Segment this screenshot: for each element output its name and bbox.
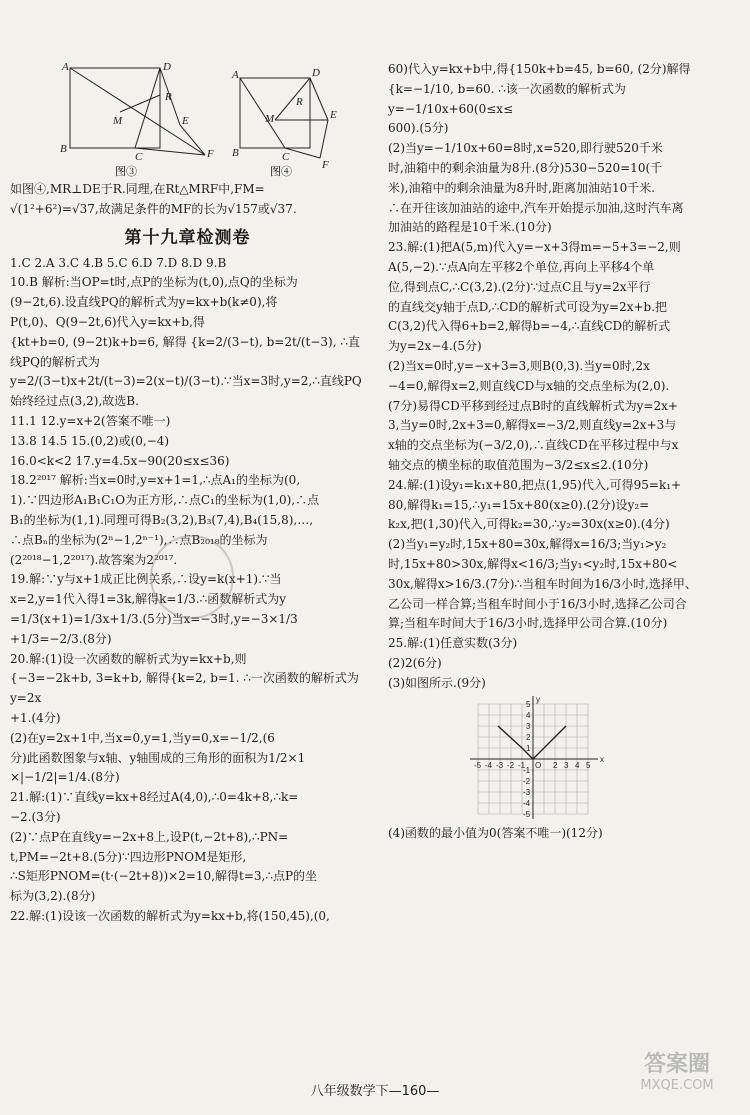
text-line: 1).∵四边形A₁B₁C₁O为正方形,∴点C₁的坐标为(1,0),∴点 xyxy=(10,493,320,508)
fig4-label-d: D xyxy=(312,67,320,79)
text-line: 80,解得k₁=15,∴y₁=15x+80(x≥0).(2分)设y₂= xyxy=(388,497,650,512)
y-tick: -2 xyxy=(523,776,531,786)
text-line: =1/3(x+1)=1/3x+1/3.(5分)当x=−3时,y=−3×1/3 xyxy=(10,611,298,626)
text-line: −2.(3分) xyxy=(10,809,61,824)
y-tick: -1 xyxy=(523,765,531,775)
text-line: √(1²+6²)=√37,故满足条件的MF的长为√157或√37. xyxy=(10,201,297,216)
figures-area xyxy=(10,60,365,180)
y-tick: 1 xyxy=(526,743,531,753)
text-line: (4)函数的最小值为0(答案不唯一)(12分) xyxy=(388,825,603,840)
y-tick: 2 xyxy=(526,732,531,742)
fig4-caption: 图④ xyxy=(270,165,292,178)
watermark xyxy=(622,1047,732,1107)
text-line: 乙公司一样合算;当租车时间小于16/3小时,选择乙公司合 xyxy=(388,596,687,611)
function-graph xyxy=(388,694,740,824)
text-line: 23.解:(1)把A(5,m)代入y=−x+3得m=−5+3=−2,则 xyxy=(388,240,681,255)
text-line: (2)当y₁=y₂时,15x+80=30x,解得x=16/3;当y₁>y₂ xyxy=(388,537,667,552)
text-line: 22.解:(1)设该一次函数的解析式为y=kx+b,将(150,45),(0, xyxy=(10,908,330,923)
fig3-label-f: F xyxy=(207,148,214,160)
text-line: +1.(4分) xyxy=(10,710,61,725)
text-line: 的直线交y轴于点D,∴CD的解析式可设为y=2x+b.把 xyxy=(388,299,668,314)
text-line: (2)当x=0时,y=−x+3=3,则B(0,3).当y=0时,2x xyxy=(388,358,650,373)
left-column xyxy=(10,60,365,927)
text-line: 25.解:(1)任意实数(3分) xyxy=(388,636,518,651)
y-tick: 3 xyxy=(526,721,531,731)
text-line: 1.C 2.A 3.C 4.B 5.C 6.D 7.D 8.D 9.B xyxy=(10,255,227,270)
text-line: {kt+b=0, (9−2t)k+b=6, 解得 {k=2/(3−t), b=2t/(t−3), ∴直线PQ的解析式为 xyxy=(10,334,360,369)
text-line: 米),油箱中的剩余油量为8升时,距离加油站10千米. xyxy=(388,180,656,195)
text-line: 分)此函数图象与x轴、y轴围成的三角形的面积为1/2×1 xyxy=(10,750,306,765)
text-line: 时,15x+80>30x,解得x<16/3;当y₁<y₂时,15x+80< xyxy=(388,556,678,571)
text-line: 30x,解得x>16/3.(7分)∴当租车时间为16/3小时,选择甲、 xyxy=(388,576,697,591)
x-tick: -3 xyxy=(496,760,504,770)
y-tick: 4 xyxy=(526,710,531,720)
text-line: B₁的坐标为(1,1).同理可得B₂(3,2),B₃(7,4),B₄(15,8),…, xyxy=(10,513,314,527)
text-line: ×|−1/2|=1/4.(8分) xyxy=(10,770,120,785)
y-axis-label: y xyxy=(536,694,540,704)
abs-function-plot xyxy=(458,694,658,824)
watermark-line2: MXQE.COM xyxy=(640,1078,714,1093)
fig3-label-r: R xyxy=(165,91,172,103)
text-line: 标为(3,2).(8分) xyxy=(10,889,96,904)
text-line: (3)如图所示.(9分) xyxy=(388,675,486,690)
fig4-label-e: E xyxy=(330,109,337,121)
fig4-label-b: B xyxy=(232,147,239,159)
y-tick: 5 xyxy=(526,699,531,709)
text-line: 10.B 解析:当OP=t时,点P的坐标为(t,0),点Q的坐标为 xyxy=(10,275,298,290)
text-line: 算;当租车时间大于16/3小时,选择甲公司合算.(10分) xyxy=(388,616,668,631)
text-line: 11.1 12.y=x+2(答案不唯一) xyxy=(10,414,171,429)
text-line: (2)当y=−1/10x+60=8时,x=520,即行驶520千米 xyxy=(388,141,663,156)
text-line: {−3=−2k+b, 3=k+b, 解得{k=2, b=1. ∴一次函数的解析式为y=2x xyxy=(10,671,359,706)
fig3-label-m: M xyxy=(113,115,123,127)
text-line: 20.解:(1)设一次函数的解析式为y=kx+b,则 xyxy=(10,651,247,666)
text-line: −4=0,解得x=2,则直线CD与x轴的交点坐标为(2,0). xyxy=(388,378,670,393)
fig4-label-a: A xyxy=(232,69,239,81)
text-line: 3,当y=0时,2x+3=0,解得x=−3/2,则直线y=2x+3与 xyxy=(388,418,677,433)
text-line: (7分)易得CD平移到经过点B时的直线解析式为y=2x+ xyxy=(388,398,678,413)
text-line: 如图④,MR⊥DE于R.同理,在Rt△MRF中,FM= xyxy=(10,182,265,196)
text-line: 时,油箱中的剩余油量为8升.(8分)530−520=10(千 xyxy=(388,160,663,175)
text-line: ∴S矩形PNOM=(t·(−2t+8))×2=10,解得t=3,∴点P的坐 xyxy=(10,869,318,884)
text-line: 位,得到点C,∴C(3,2).(2分)∵过点C且与y=2x平行 xyxy=(388,279,651,294)
fig3-label-e: E xyxy=(182,115,189,127)
fig3-caption: 图③ xyxy=(115,165,137,178)
text-line: +1/3=−2/3.(8分) xyxy=(10,631,112,646)
page-footer: 八年级数学下—160— xyxy=(310,1084,440,1099)
text-line: y=2/(3−t)x+2t/(t−3)=2(x−t)/(3−t).∵当x=3时,y=2,∴直线PQ xyxy=(10,374,362,389)
text-line: (9−2t,6).设直线PQ的解析式为y=kx+b(k≠0),将 xyxy=(10,295,278,310)
x-tick: -1 xyxy=(518,760,526,770)
y-tick: -5 xyxy=(523,809,531,819)
text-line: 19.解:∵y与x+1成正比例关系,∴设y=k(x+1).∵当 xyxy=(10,572,282,587)
text-line: x=2,y=1代入得1=3k,解得k=1/3.∴函数解析式为y xyxy=(10,592,287,607)
text-line: 为y=2x−4.(5分) xyxy=(388,339,482,354)
watermark-line1: 答案圈 xyxy=(643,1052,710,1077)
text-line: P(t,0)、Q(9−2t,6)代入y=kx+b,得 xyxy=(10,315,205,330)
text-line: 21.解:(1)∵直线y=kx+8经过A(4,0),∴0=4k+8,∴k= xyxy=(10,790,299,805)
text-line: (2)2(6分) xyxy=(388,655,442,670)
x-tick: 2 xyxy=(553,760,558,770)
y-tick: -3 xyxy=(523,787,531,797)
text-line: (2)∵点P在直线y=−2x+8上,设P(t,−2t+8),∴PN= xyxy=(10,829,289,844)
x-axis-label: x xyxy=(600,754,604,764)
text-line: (2)在y=2x+1中,当x=0,y=1,当y=0,x=−1/2,(6 xyxy=(10,730,275,745)
text-line: ∴点Bₙ的坐标为(2ⁿ−1,2ⁿ⁻¹),∴点B₂₀₁₈的坐标为 xyxy=(10,532,268,547)
text-line: (2²⁰¹⁸−1,2²⁰¹⁷).故答案为2²⁰¹⁷. xyxy=(10,552,178,567)
text-line: k₂x,把(1,30)代入,可得k₂=30,∴y₂=30x(x≥0).(4分) xyxy=(388,517,670,532)
text-line: 始终经过点(3,2),故选B. xyxy=(10,394,139,409)
text-line: 24.解:(1)设y₁=k₁x+80,把点(1,95)代入,可得95=k₁+ xyxy=(388,477,682,492)
fig4-label-r: R xyxy=(296,96,303,108)
text-line: 60)代入y=kx+b中,得{150k+b=45, b=60, (2分)解得 xyxy=(388,62,691,76)
x-tick: -5 xyxy=(474,760,482,770)
fig4-label-m: M xyxy=(265,113,275,125)
origin-label: O xyxy=(535,760,542,770)
text-line: 18.2²⁰¹⁷ 解析:当x=0时,y=x+1=1,∴点A₁的坐标为(0, xyxy=(10,473,301,488)
text-line: ∴在开往该加油站的途中,汽车开始提示加油,这时汽车离 xyxy=(388,200,684,215)
geometry-figures xyxy=(10,60,360,180)
text-line: 加油站的路程是10千米.(10分) xyxy=(388,220,552,235)
text-line: 轴交点的横坐标的取值范围为−3/2≤x≤2.(10分) xyxy=(388,457,649,472)
right-column xyxy=(388,60,740,843)
text-line: 13.8 14.5 15.(0,2)或(0,−4) xyxy=(10,433,170,448)
fig3-label-c: C xyxy=(135,151,143,163)
x-tick: 5 xyxy=(586,760,591,770)
x-tick: -4 xyxy=(485,760,493,770)
x-tick: -2 xyxy=(507,760,515,770)
text-line: C(3,2)代入得6+b=2,解得b=−4,∴直线CD的解析式 xyxy=(388,319,671,334)
fig4-label-c: C xyxy=(282,151,290,163)
fig3-label-b: B xyxy=(60,143,67,155)
x-tick: 4 xyxy=(575,760,580,770)
text-line: t,PM=−2t+8.(5分)∵四边形PNOM是矩形, xyxy=(10,849,247,864)
fig4-label-f: F xyxy=(322,159,329,171)
text-line: x轴的交点坐标为(−3/2,0),∴直线CD在平移过程中与x xyxy=(388,438,679,453)
text-line: 16.0<k<2 17.y=4.5x−90(20≤x≤36) xyxy=(10,453,230,468)
text-line: {k=−1/10, b=60. ∴该一次函数的解析式为y=−1/10x+60(0≤x≤ xyxy=(388,81,626,116)
text-line: A(5,−2).∵点A向左平移2个单位,再向上平移4个单 xyxy=(388,259,655,274)
fig3-label-a: A xyxy=(62,61,69,73)
x-tick: 3 xyxy=(564,760,569,770)
section-title: 第十九章检测卷 xyxy=(124,227,251,248)
text-line: 600).(5分) xyxy=(388,121,449,136)
y-tick: -4 xyxy=(523,798,531,808)
fig3-label-d: D xyxy=(163,61,171,73)
